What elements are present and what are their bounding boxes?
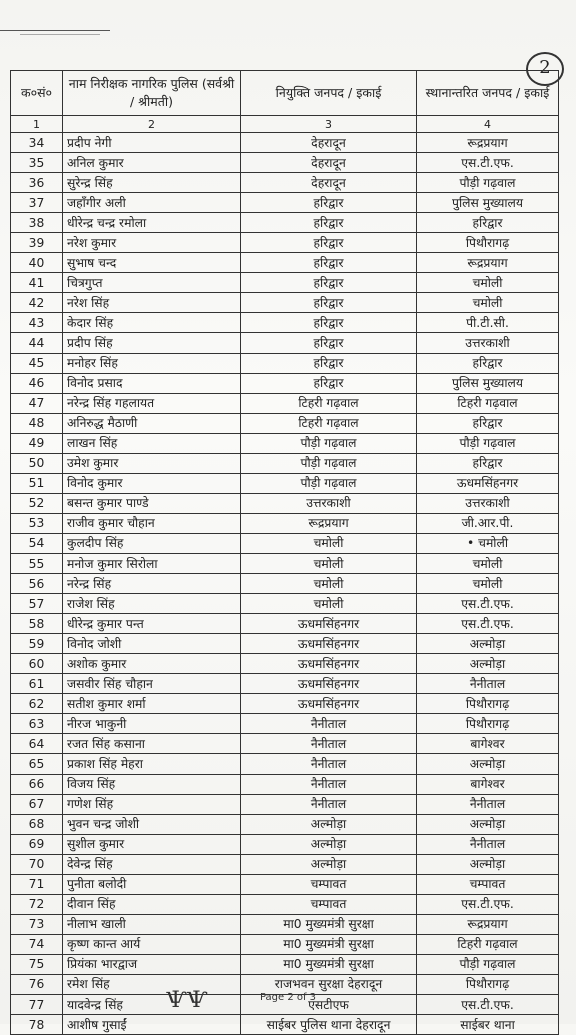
serial-cell: 77	[11, 995, 63, 1015]
serial-cell: 54	[11, 533, 63, 553]
posted-district-cell: मा0 मुख्यमंत्री सुरक्षा	[241, 934, 417, 954]
name-cell: सुरेन्द्र सिंह	[63, 173, 241, 193]
table-row	[11, 493, 559, 513]
posted-district-cell: ऊधमसिंहनगर	[241, 614, 417, 634]
table-row	[11, 934, 559, 954]
name-cell: केदार सिंह	[63, 313, 241, 333]
serial-cell: 61	[11, 674, 63, 694]
posted-district-cell: नैनीताल	[241, 774, 417, 794]
transferred-district-cell: अल्मोड़ा	[417, 754, 559, 774]
name-cell: अशोक कुमार	[63, 654, 241, 674]
serial-cell: 53	[11, 513, 63, 533]
name-cell: कुलदीप सिंह	[63, 533, 241, 553]
posted-district-cell: हरिद्वार	[241, 373, 417, 393]
table-row	[11, 413, 559, 433]
transferred-district-cell: बागेश्वर	[417, 734, 559, 754]
name-cell: प्रियंका भारद्वाज	[63, 954, 241, 974]
transferred-district-cell: उत्तरकाशी	[417, 493, 559, 513]
posted-district-cell: हरिद्वार	[241, 273, 417, 293]
name-cell: अनिरुद्ध मैठाणी	[63, 413, 241, 433]
serial-cell: 58	[11, 614, 63, 634]
name-cell: पुनीता बलोदी	[63, 874, 241, 894]
transferred-district-cell: अल्मोड़ा	[417, 654, 559, 674]
posted-district-cell: नैनीताल	[241, 734, 417, 754]
serial-cell: 72	[11, 894, 63, 914]
posted-district-cell: चमोली	[241, 553, 417, 573]
posted-district-cell: हरिद्वार	[241, 293, 417, 313]
page-mark: 2	[526, 52, 564, 86]
transferred-district-cell: अल्मोड़ा	[417, 854, 559, 874]
signature: ѰѰ	[166, 988, 208, 1013]
transferred-district-cell: जी.आर.पी.	[417, 513, 559, 533]
name-cell: सतीश कुमार शर्मा	[63, 694, 241, 714]
posted-district-cell: टिहरी गढ़वाल	[241, 393, 417, 413]
name-cell: चित्रगुप्त	[63, 273, 241, 293]
table-row	[11, 393, 559, 413]
posted-district-cell: साईबर पुलिस थाना देहरादून	[241, 1015, 417, 1035]
posted-district-cell: देहरादून	[241, 153, 417, 173]
name-cell: अनिल कुमार	[63, 153, 241, 173]
name-cell: नीलाभ खाली	[63, 914, 241, 934]
serial-cell: 68	[11, 814, 63, 834]
name-cell: नरेन्द्र सिंह गहलायत	[63, 393, 241, 413]
posted-district-cell: नैनीताल	[241, 794, 417, 814]
transferred-district-cell: अल्मोड़ा	[417, 814, 559, 834]
transferred-district-cell: पी.टी.सी.	[417, 313, 559, 333]
serial-cell: 60	[11, 654, 63, 674]
table-row	[11, 153, 559, 173]
serial-cell: 44	[11, 333, 63, 353]
column-number: 2	[63, 116, 241, 133]
header-name: नाम निरीक्षक नागरिक पुलिस (सर्वश्री / श्रीमती)	[63, 71, 241, 116]
posted-district-cell: पौड़ी गढ़वाल	[241, 433, 417, 453]
transferred-district-cell: साईबर थाना	[417, 1015, 559, 1035]
name-cell: नीरज भाकुनी	[63, 714, 241, 734]
serial-cell: 38	[11, 213, 63, 233]
transferred-district-cell: ऊधमसिंहनगर	[417, 473, 559, 493]
table-row	[11, 433, 559, 453]
name-cell: जसवीर सिंह चौहान	[63, 674, 241, 694]
posted-district-cell: मा0 मुख्यमंत्री सुरक्षा	[241, 914, 417, 934]
posted-district-cell: हरिद्वार	[241, 253, 417, 273]
transferred-district-cell: नैनीताल	[417, 794, 559, 814]
transferred-district-cell: हरिद्वार	[417, 213, 559, 233]
serial-cell: 64	[11, 734, 63, 754]
transferred-district-cell: चमोली	[417, 293, 559, 313]
posted-district-cell: नैनीताल	[241, 754, 417, 774]
posted-district-cell: पौड़ी गढ़वाल	[241, 453, 417, 473]
transferred-district-cell: पौड़ी गढ़वाल	[417, 173, 559, 193]
serial-cell: 75	[11, 954, 63, 974]
table-row	[11, 774, 559, 794]
name-cell: भुवन चन्द्र जोशी	[63, 814, 241, 834]
serial-cell: 62	[11, 694, 63, 714]
posted-district-cell: चम्पावत	[241, 874, 417, 894]
serial-cell: 51	[11, 473, 63, 493]
table-row	[11, 473, 559, 493]
name-cell: जहाँगीर अली	[63, 193, 241, 213]
transferred-district-cell: चम्पावत	[417, 874, 559, 894]
posted-district-cell: टिहरी गढ़वाल	[241, 413, 417, 433]
transferred-district-cell: हरिद्वार	[417, 353, 559, 373]
serial-cell: 45	[11, 353, 63, 373]
serial-cell: 71	[11, 874, 63, 894]
serial-cell: 67	[11, 794, 63, 814]
name-cell: दीवान सिंह	[63, 894, 241, 914]
header-rule	[0, 30, 110, 31]
table-row	[11, 794, 559, 814]
name-cell: नरेश कुमार	[63, 233, 241, 253]
posted-district-cell: नैनीताल	[241, 714, 417, 734]
serial-cell: 65	[11, 754, 63, 774]
transferred-district-cell: उत्तरकाशी	[417, 333, 559, 353]
transferred-district-cell: चमोली	[417, 273, 559, 293]
table-row	[11, 754, 559, 774]
posted-district-cell: अल्मोड़ा	[241, 834, 417, 854]
serial-cell: 56	[11, 574, 63, 594]
name-cell: विजय सिंह	[63, 774, 241, 794]
posted-district-cell: चमोली	[241, 594, 417, 614]
name-cell: विनोद प्रसाद	[63, 373, 241, 393]
name-cell: मनोज कुमार सिरोला	[63, 553, 241, 573]
name-cell: नरेश सिंह	[63, 293, 241, 313]
transferred-district-cell: अल्मोड़ा	[417, 634, 559, 654]
serial-cell: 70	[11, 854, 63, 874]
name-cell: धीरेन्द्र कुमार पन्त	[63, 614, 241, 634]
table-row	[11, 614, 559, 634]
transferred-district-cell: रूद्रप्रयाग	[417, 914, 559, 934]
name-cell: मनोहर सिंह	[63, 353, 241, 373]
transferred-district-cell: • चमोली	[417, 533, 559, 553]
serial-cell: 69	[11, 834, 63, 854]
posted-district-cell: एसटीएफ	[241, 995, 417, 1015]
serial-cell: 36	[11, 173, 63, 193]
transferred-district-cell: एस.टी.एफ.	[417, 614, 559, 634]
posted-district-cell: उत्तरकाशी	[241, 493, 417, 513]
name-cell: प्रदीप सिंह	[63, 333, 241, 353]
posted-district-cell: देहरादून	[241, 133, 417, 153]
posted-district-cell: अल्मोड़ा	[241, 854, 417, 874]
name-cell: रमेश सिंह	[63, 974, 241, 994]
serial-cell: 59	[11, 634, 63, 654]
posted-district-cell: ऊधमसिंहनगर	[241, 694, 417, 714]
table-row	[11, 173, 559, 193]
posted-district-cell: हरिद्वार	[241, 353, 417, 373]
posted-district-cell: चमोली	[241, 533, 417, 553]
transferred-district-cell: टिहरी गढ़वाल	[417, 393, 559, 413]
name-cell: लाखन सिंह	[63, 433, 241, 453]
posted-district-cell: हरिद्वार	[241, 233, 417, 253]
transferred-district-cell: पौड़ी गढ़वाल	[417, 954, 559, 974]
table-row	[11, 854, 559, 874]
table-row	[11, 694, 559, 714]
table-row	[11, 513, 559, 533]
table-row	[11, 193, 559, 213]
column-number: 4	[417, 116, 559, 133]
serial-cell: 50	[11, 453, 63, 473]
table-row	[11, 293, 559, 313]
header-transferred-district: स्थानान्तरित जनपद / इकाई	[417, 71, 559, 116]
table-row	[11, 894, 559, 914]
name-cell: देवेन्द्र सिंह	[63, 854, 241, 874]
posted-district-cell: ऊधमसिंहनगर	[241, 634, 417, 654]
posted-district-cell: ऊधमसिंहनगर	[241, 654, 417, 674]
transferred-district-cell: पुलिस मुख्यालय	[417, 373, 559, 393]
serial-cell: 39	[11, 233, 63, 253]
serial-cell: 49	[11, 433, 63, 453]
name-cell: प्रकाश सिंह मेहरा	[63, 754, 241, 774]
serial-cell: 74	[11, 934, 63, 954]
transferred-district-cell: पिथौरागढ़	[417, 974, 559, 994]
name-cell: बसन्त कुमार पाण्डे	[63, 493, 241, 513]
serial-cell: 78	[11, 1015, 63, 1035]
posted-district-cell: मा0 मुख्यमंत्री सुरक्षा	[241, 954, 417, 974]
transferred-district-cell: रूद्रप्रयाग	[417, 253, 559, 273]
transferred-district-cell: बागेश्वर	[417, 774, 559, 794]
serial-cell: 55	[11, 553, 63, 573]
table-row	[11, 734, 559, 754]
name-cell: नरेन्द्र सिंह	[63, 574, 241, 594]
table-header-row	[11, 71, 559, 116]
table-row	[11, 333, 559, 353]
name-cell: राजीव कुमार चौहान	[63, 513, 241, 533]
posted-district-cell: पौड़ी गढ़वाल	[241, 473, 417, 493]
posted-district-cell: हरिद्वार	[241, 213, 417, 233]
transferred-district-cell: एस.टी.एफ.	[417, 153, 559, 173]
table-row	[11, 553, 559, 573]
transferred-district-cell: टिहरी गढ़वाल	[417, 934, 559, 954]
transferred-district-cell: एस.टी.एफ.	[417, 594, 559, 614]
serial-cell: 76	[11, 974, 63, 994]
name-cell: सुशील कुमार	[63, 834, 241, 854]
transferred-district-cell: एस.टी.एफ.	[417, 995, 559, 1015]
table-row	[11, 714, 559, 734]
name-cell: राजेश सिंह	[63, 594, 241, 614]
table-row	[11, 373, 559, 393]
transferred-district-cell: पौड़ी गढ़वाल	[417, 433, 559, 453]
table-row	[11, 634, 559, 654]
table-row	[11, 453, 559, 473]
name-cell: गणेश सिंह	[63, 794, 241, 814]
transferred-district-cell: नैनीताल	[417, 674, 559, 694]
posted-district-cell: चम्पावत	[241, 894, 417, 914]
serial-cell: 73	[11, 914, 63, 934]
serial-cell: 48	[11, 413, 63, 433]
transferred-district-cell: नैनीताल	[417, 834, 559, 854]
posted-district-cell: हरिद्वार	[241, 313, 417, 333]
serial-cell: 66	[11, 774, 63, 794]
table-row	[11, 273, 559, 293]
serial-cell: 35	[11, 153, 63, 173]
table-body	[11, 133, 559, 1035]
table-row	[11, 213, 559, 233]
header-posted-district: नियुक्ति जनपद / इकाई	[241, 71, 417, 116]
transferred-district-cell: रूद्रप्रयाग	[417, 133, 559, 153]
name-cell: सुभाष चन्द	[63, 253, 241, 273]
table-row	[11, 233, 559, 253]
transferred-district-cell: पुलिस मुख्यालय	[417, 193, 559, 213]
name-cell: कृष्ण कान्त आर्य	[63, 934, 241, 954]
posted-district-cell: ऊधमसिंहनगर	[241, 674, 417, 694]
serial-cell: 52	[11, 493, 63, 513]
table-row	[11, 914, 559, 934]
transfer-table	[10, 70, 559, 1035]
page-footer: Page 2 of 3	[259, 992, 317, 1003]
column-number: 3	[241, 116, 417, 133]
transferred-district-cell: पिथौरागढ़	[417, 233, 559, 253]
table-row	[11, 1015, 559, 1035]
serial-cell: 63	[11, 714, 63, 734]
transferred-district-cell: एस.टी.एफ.	[417, 894, 559, 914]
serial-cell: 43	[11, 313, 63, 333]
transferred-district-cell: हरिद्वार	[417, 453, 559, 473]
name-cell: धीरेन्द्र चन्द्र रमोला	[63, 213, 241, 233]
table-row	[11, 574, 559, 594]
transferred-district-cell: पिथौरागढ़	[417, 694, 559, 714]
header-rule-faint	[20, 34, 100, 35]
table-row	[11, 533, 559, 553]
table-row	[11, 253, 559, 273]
table-row	[11, 594, 559, 614]
table-row	[11, 834, 559, 854]
table-row	[11, 674, 559, 694]
serial-cell: 34	[11, 133, 63, 153]
serial-cell: 41	[11, 273, 63, 293]
column-number: 1	[11, 116, 63, 133]
name-cell: यादवेन्द्र सिंह	[63, 995, 241, 1015]
serial-cell: 40	[11, 253, 63, 273]
posted-district-cell: चमोली	[241, 574, 417, 594]
table-row	[11, 353, 559, 373]
posted-district-cell: अल्मोड़ा	[241, 814, 417, 834]
name-cell: विनोद जोशी	[63, 634, 241, 654]
posted-district-cell: देहरादून	[241, 173, 417, 193]
serial-cell: 42	[11, 293, 63, 313]
table-row	[11, 954, 559, 974]
table-row	[11, 654, 559, 674]
serial-cell: 37	[11, 193, 63, 213]
table-row	[11, 313, 559, 333]
column-number-row	[11, 116, 559, 133]
name-cell: प्रदीप नेगी	[63, 133, 241, 153]
name-cell: आशीष गुसाईं	[63, 1015, 241, 1035]
table-row	[11, 133, 559, 153]
posted-district-cell: हरिद्वार	[241, 333, 417, 353]
name-cell: रजत सिंह कसाना	[63, 734, 241, 754]
table-row	[11, 814, 559, 834]
serial-cell: 47	[11, 393, 63, 413]
transferred-district-cell: हरिद्वार	[417, 413, 559, 433]
name-cell: उमेश कुमार	[63, 453, 241, 473]
posted-district-cell: राजभवन सुरक्षा देहरादून	[241, 974, 417, 994]
serial-cell: 46	[11, 373, 63, 393]
transferred-district-cell: पिथौरागढ़	[417, 714, 559, 734]
transferred-district-cell: चमोली	[417, 574, 559, 594]
serial-cell: 57	[11, 594, 63, 614]
table-row	[11, 874, 559, 894]
posted-district-cell: हरिद्वार	[241, 193, 417, 213]
transferred-district-cell: चमोली	[417, 553, 559, 573]
header-serial: क०सं०	[11, 71, 63, 116]
posted-district-cell: रूद्रप्रयाग	[241, 513, 417, 533]
name-cell: विनोद कुमार	[63, 473, 241, 493]
